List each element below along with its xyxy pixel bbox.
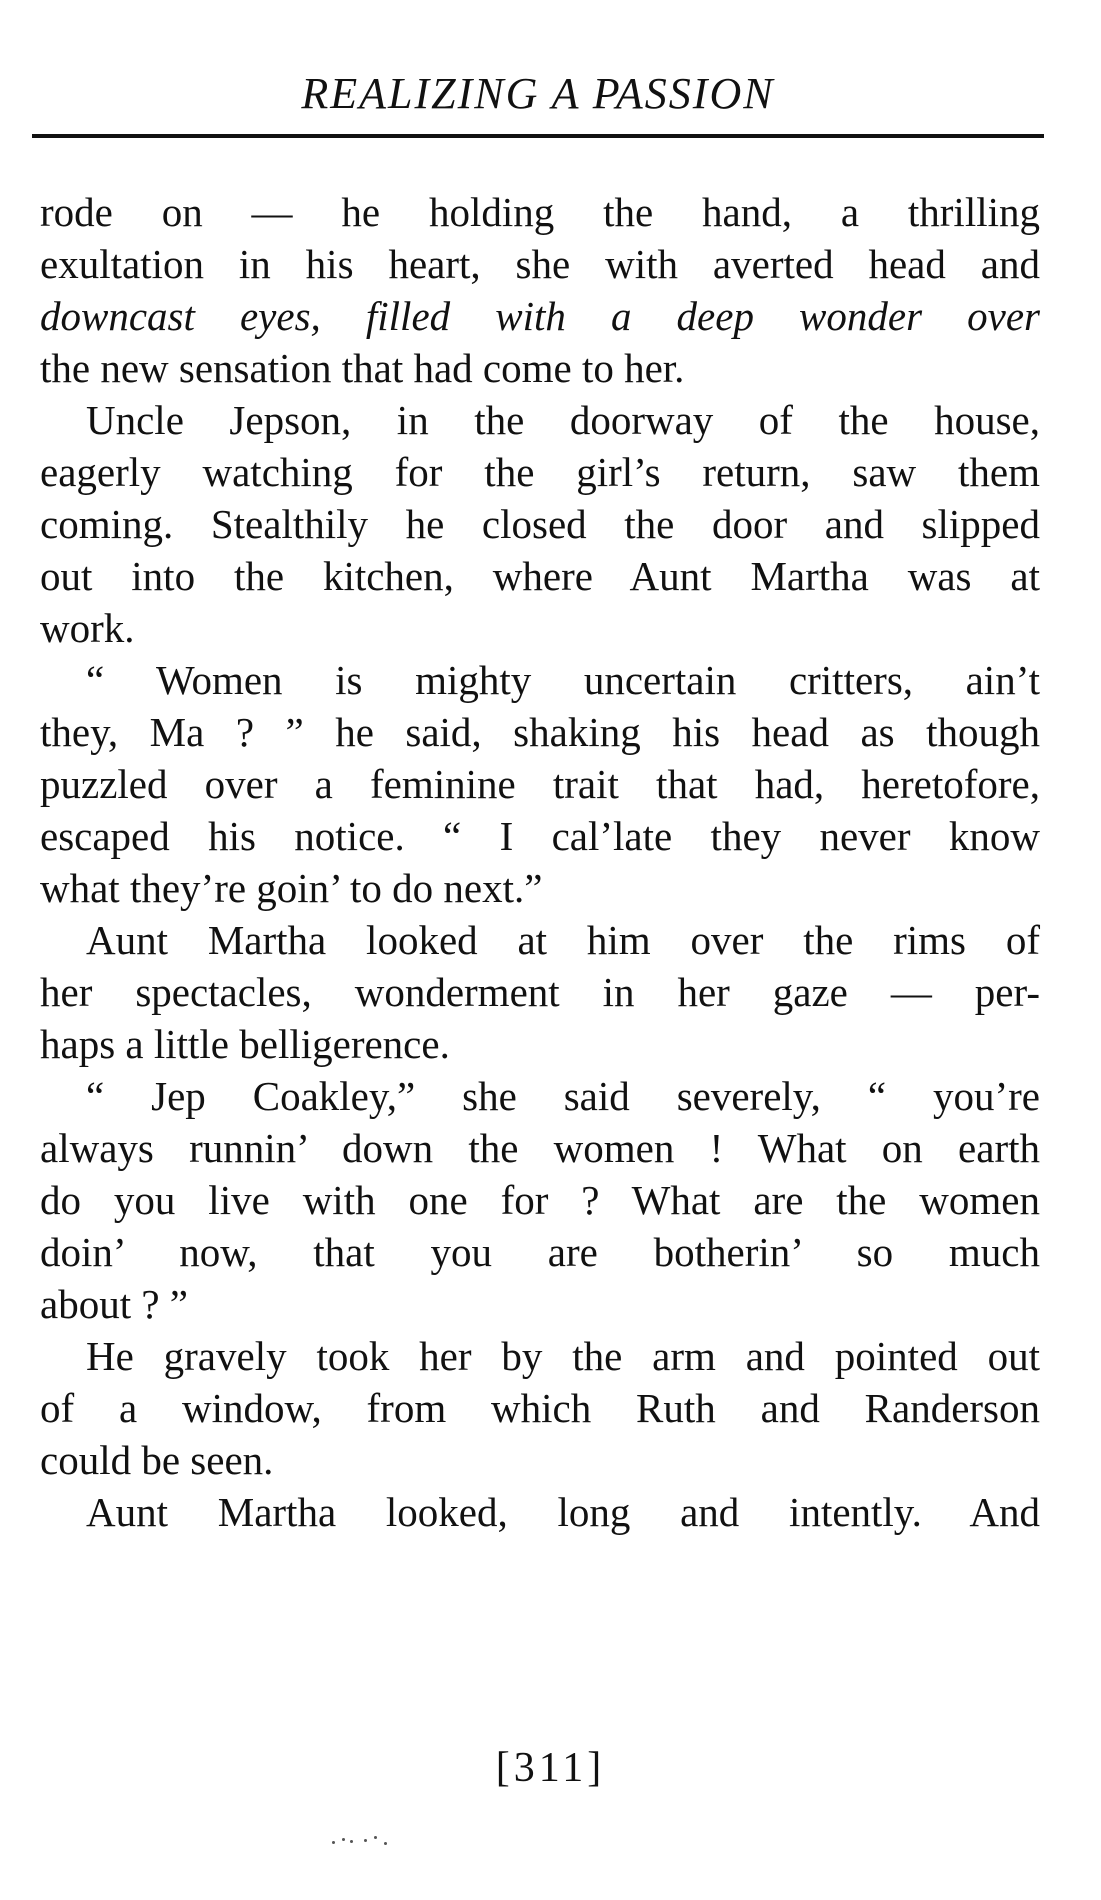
text-line: the new sensation that had come to her. bbox=[40, 345, 685, 391]
text-line: downcast eyes, filled with a deep wonder over bbox=[40, 293, 1040, 339]
text-line: doin’ now, that you are botherin’ so much bbox=[40, 1229, 1040, 1275]
text-line: about ? ” bbox=[40, 1281, 188, 1327]
text-line: do you live with one for ? What are the women bbox=[40, 1177, 1040, 1223]
text-line: puzzled over a feminine trait that had, heretofore, bbox=[40, 761, 1040, 807]
text-line: what they’re goin’ to do next.” bbox=[40, 865, 543, 911]
header-rule bbox=[32, 134, 1044, 138]
text-line: rode on — he holding the hand, a thrilling bbox=[40, 189, 1040, 235]
print-specks bbox=[330, 1834, 400, 1848]
text-line: could be seen. bbox=[40, 1437, 274, 1483]
page-number: [311] bbox=[495, 1745, 606, 1791]
text-line: Aunt Martha looked at him over the rims of bbox=[86, 917, 1040, 963]
text-line: “ Women is mighty uncertain critters, ain’t bbox=[86, 657, 1040, 703]
text-line: exultation in his heart, she with averted head and bbox=[40, 241, 1040, 287]
text-line: eagerly watching for the girl’s return, saw them bbox=[40, 449, 1040, 495]
running-head: REALIZING A PASSION bbox=[301, 69, 775, 118]
text-line: haps a little belligerence. bbox=[40, 1021, 450, 1067]
text-line: escaped his notice. “ I cal’late they never know bbox=[40, 813, 1040, 859]
text-line: work. bbox=[40, 605, 135, 651]
text-line: out into the kitchen, where Aunt Martha was at bbox=[40, 553, 1040, 599]
text-line: Uncle Jepson, in the doorway of the house, bbox=[86, 397, 1040, 443]
text-line: her spectacles, wonderment in her gaze — per- bbox=[40, 969, 1040, 1015]
text-line: they, Ma ? ” he said, shaking his head as though bbox=[40, 709, 1040, 755]
text-line: He gravely took her by the arm and pointed out bbox=[86, 1333, 1040, 1379]
text-line: coming. Stealthily he closed the door and slipped bbox=[40, 501, 1040, 547]
text-line: of a window, from which Ruth and Randerson bbox=[40, 1385, 1040, 1431]
text-line: always runnin’ down the women ! What on earth bbox=[40, 1125, 1040, 1171]
text-line: Aunt Martha looked, long and intently. And bbox=[86, 1489, 1040, 1535]
text-line: “ Jep Coakley,” she said severely, “ you’re bbox=[86, 1073, 1040, 1119]
